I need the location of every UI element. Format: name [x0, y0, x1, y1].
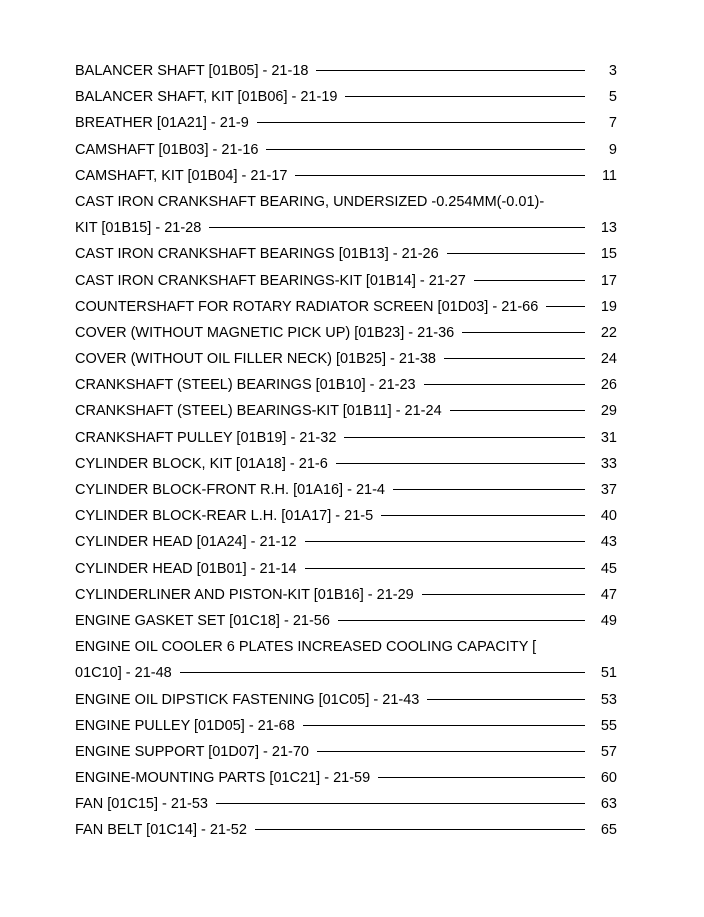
toc-page-number[interactable]: 33 [600, 455, 617, 472]
toc-leader-line [344, 436, 585, 438]
toc-row [75, 349, 617, 369]
toc-row [75, 742, 617, 762]
toc-entry[interactable] [75, 401, 617, 427]
toc-row [75, 585, 617, 605]
toc-leader-line [381, 514, 585, 516]
toc-page-number[interactable]: 47 [600, 586, 617, 603]
toc-page-number[interactable]: 22 [600, 324, 617, 341]
toc-row [75, 716, 617, 736]
toc-entry-title[interactable]: CAMSHAFT [01B03] - 21-16 [75, 141, 259, 158]
toc-entry-title[interactable]: CAST IRON CRANKSHAFT BEARINGS [01B13] - 21-26 [75, 246, 439, 263]
toc-leader-line [393, 488, 585, 490]
toc-entry[interactable] [75, 585, 617, 611]
toc-entry[interactable] [75, 87, 617, 113]
toc-page-number[interactable]: 51 [600, 665, 617, 682]
toc-entry[interactable] [75, 349, 617, 375]
toc-entry-title[interactable]: BALANCER SHAFT [01B05] - 21-18 [75, 63, 309, 79]
toc-entry[interactable] [75, 794, 617, 820]
toc-entry[interactable] [75, 61, 617, 87]
toc-row [75, 690, 617, 710]
toc-page-number[interactable]: 40 [600, 508, 617, 525]
toc-leader-line [338, 619, 585, 621]
toc-leader-line [303, 724, 585, 726]
toc-entry[interactable] [75, 480, 617, 506]
toc-entry[interactable] [75, 611, 617, 637]
toc-entry-title[interactable]: CAMSHAFT, KIT [01B04] - 21-17 [75, 167, 288, 184]
toc-leader-line [305, 567, 585, 569]
toc-page-number[interactable]: 11 [601, 167, 617, 184]
toc-entry[interactable] [75, 690, 617, 716]
toc-entry-title[interactable]: BREATHER [01A21] - 21-9 [75, 115, 249, 132]
toc-entry-title[interactable]: FAN BELT [01C14] - 21-52 [75, 822, 247, 839]
toc-leader-line [444, 357, 585, 359]
toc-entry-title[interactable]: ENGINE OIL DIPSTICK FASTENING [01C05] - 21-43 [75, 691, 420, 708]
toc-entry-title[interactable]: CRANKSHAFT PULLEY [01B19] - 21-32 [75, 429, 337, 446]
toc-entry-title[interactable]: CAST IRON CRANKSHAFT BEARINGS-KIT [01B14] - 21-27 [75, 272, 466, 289]
toc-row [75, 480, 617, 500]
toc-entry-title[interactable]: CYLINDER BLOCK-FRONT R.H. [01A16] - 21-4 [75, 482, 385, 499]
toc-leader-line [255, 828, 585, 830]
toc-entry-title[interactable]: FAN [01C15] - 21-53 [75, 796, 208, 813]
toc-entry[interactable] [75, 559, 617, 585]
toc-entry[interactable] [75, 428, 617, 454]
toc-row [75, 820, 617, 840]
toc-leader-line [216, 802, 585, 804]
toc-entry[interactable] [75, 244, 617, 270]
toc-leader-line [317, 750, 585, 752]
toc-entry-title[interactable]: ENGINE GASKET SET [01C18] - 21-56 [75, 612, 330, 629]
toc-page-number[interactable]: 55 [600, 717, 617, 734]
toc-page-number[interactable]: 3 [608, 63, 617, 79]
toc-page-number[interactable]: 37 [600, 482, 617, 499]
toc-entry[interactable] [75, 113, 617, 139]
toc-entry[interactable] [75, 742, 617, 768]
toc-entry-title[interactable]: CYLINDER HEAD [01A24] - 21-12 [75, 534, 297, 551]
toc-row [75, 663, 617, 683]
toc-page-number[interactable]: 31 [600, 429, 617, 446]
toc-row [75, 559, 617, 579]
toc-leader-line [209, 226, 585, 228]
toc-row [75, 61, 617, 81]
toc-leader-line [427, 698, 585, 700]
toc-leader-line [316, 69, 585, 71]
toc-entry[interactable] [75, 637, 617, 689]
toc-entry-title[interactable]: COVER (WITHOUT MAGNETIC PICK UP) [01B23] - 21-36 [75, 324, 455, 341]
toc-entry-title-line1[interactable]: ENGINE OIL COOLER 6 PLATES INCREASED COOLING CAPACITY [ [75, 639, 537, 656]
toc-entry[interactable] [75, 297, 617, 323]
toc-page-number[interactable]: 45 [600, 560, 617, 577]
toc-entry-title[interactable]: CRANKSHAFT (STEEL) BEARINGS [01B10] - 21-23 [75, 377, 416, 394]
toc-entry-title[interactable]: CYLINDER HEAD [01B01] - 21-14 [75, 560, 297, 577]
toc-page-number[interactable]: 53 [600, 691, 617, 708]
toc-page-number[interactable]: 43 [600, 534, 617, 551]
toc-entry-title[interactable]: ENGINE PULLEY [01D05] - 21-68 [75, 717, 295, 734]
toc-leader-line [378, 776, 585, 778]
toc-row [75, 297, 617, 317]
toc-entry-title[interactable]: CYLINDER BLOCK, KIT [01A18] - 21-6 [75, 455, 328, 472]
toc-leader-line [257, 121, 585, 123]
toc-leader-line [474, 279, 585, 281]
toc-entry-title[interactable]: 01C10] - 21-48 [75, 665, 172, 682]
toc-entry[interactable] [75, 454, 617, 480]
toc-row [75, 244, 617, 264]
toc-page-number[interactable]: 57 [600, 743, 617, 760]
toc-entry[interactable] [75, 506, 617, 532]
toc-row [75, 428, 617, 448]
toc-leader-line [336, 462, 585, 464]
toc-row [75, 506, 617, 526]
toc-row [75, 454, 617, 474]
toc-entry[interactable] [75, 375, 617, 401]
toc-entry-title[interactable]: KIT [01B15] - 21-28 [75, 220, 202, 237]
toc-leader-line [422, 593, 585, 595]
toc-page-number[interactable]: 26 [600, 377, 617, 394]
toc-leader-line [266, 148, 585, 150]
toc-entry[interactable] [75, 768, 617, 794]
toc-row [75, 166, 617, 186]
toc-row [75, 532, 617, 552]
toc-page-number[interactable]: 49 [600, 612, 617, 629]
toc-entry-title[interactable]: ENGINE SUPPORT [01D07] - 21-70 [75, 743, 309, 760]
toc-entry-title[interactable]: COUNTERSHAFT FOR ROTARY RADIATOR SCREEN [01D03] - 21-66 [75, 298, 539, 315]
toc-entry[interactable] [75, 271, 617, 297]
toc-row [75, 87, 617, 107]
toc-leader-line [450, 409, 585, 411]
toc-row [75, 768, 617, 788]
toc-entry-title[interactable]: CRANKSHAFT (STEEL) BEARINGS-KIT [01B11] - 21-24 [75, 403, 442, 420]
toc-page-number[interactable]: 19 [600, 298, 617, 315]
toc-entry[interactable] [75, 140, 617, 166]
toc-page-number[interactable]: 63 [600, 796, 617, 813]
toc-leader-line [462, 331, 585, 333]
toc-row [75, 611, 617, 631]
toc-entry-title[interactable]: COVER (WITHOUT OIL FILLER NECK) [01B25] - 21-38 [75, 351, 436, 368]
toc-page-number[interactable]: 24 [600, 351, 617, 368]
toc-row [75, 323, 617, 343]
toc-entry[interactable] [75, 323, 617, 349]
toc-page-number[interactable]: 9 [608, 141, 617, 158]
toc-row [75, 140, 617, 160]
toc-row [75, 401, 617, 421]
toc-leader-line [345, 95, 585, 97]
toc-leader-line [424, 383, 585, 385]
toc-entry[interactable] [75, 716, 617, 742]
toc-page-number[interactable]: 29 [600, 403, 617, 420]
toc-entry[interactable] [75, 166, 617, 192]
toc-row [75, 271, 617, 291]
toc-leader-line [180, 671, 585, 673]
toc-page-number[interactable]: 60 [600, 770, 617, 787]
table-of-contents [75, 61, 617, 847]
toc-entry-title-line1[interactable]: CAST IRON CRANKSHAFT BEARING, UNDERSIZED -0.254MM(-0.01)- [75, 193, 545, 210]
toc-leader-line [447, 252, 585, 254]
toc-leader-line [295, 174, 585, 176]
toc-entry-title[interactable]: ENGINE-MOUNTING PARTS [01C21] - 21-59 [75, 770, 371, 787]
toc-entry-title[interactable]: BALANCER SHAFT, KIT [01B06] - 21-19 [75, 89, 338, 106]
toc-row [75, 375, 617, 395]
toc-page-number[interactable]: 13 [600, 220, 617, 237]
toc-row [75, 794, 617, 814]
toc-page-number[interactable]: 17 [600, 272, 617, 289]
toc-entry[interactable] [75, 532, 617, 558]
toc-entry[interactable] [75, 192, 617, 244]
toc-page-number[interactable]: 7 [608, 115, 617, 132]
toc-leader-line [546, 305, 585, 307]
toc-entry-title[interactable]: CYLINDERLINER AND PISTON-KIT [01B16] - 21-29 [75, 586, 414, 603]
toc-row [75, 113, 617, 133]
toc-page-number[interactable]: 5 [608, 89, 617, 106]
toc-leader-line [305, 540, 585, 542]
toc-entry-title[interactable]: CYLINDER BLOCK-REAR L.H. [01A17] - 21-5 [75, 508, 374, 525]
toc-entry[interactable] [75, 820, 617, 846]
toc-row [75, 218, 617, 238]
toc-page-number[interactable]: 15 [600, 246, 617, 263]
toc-page-number[interactable]: 65 [600, 822, 617, 839]
